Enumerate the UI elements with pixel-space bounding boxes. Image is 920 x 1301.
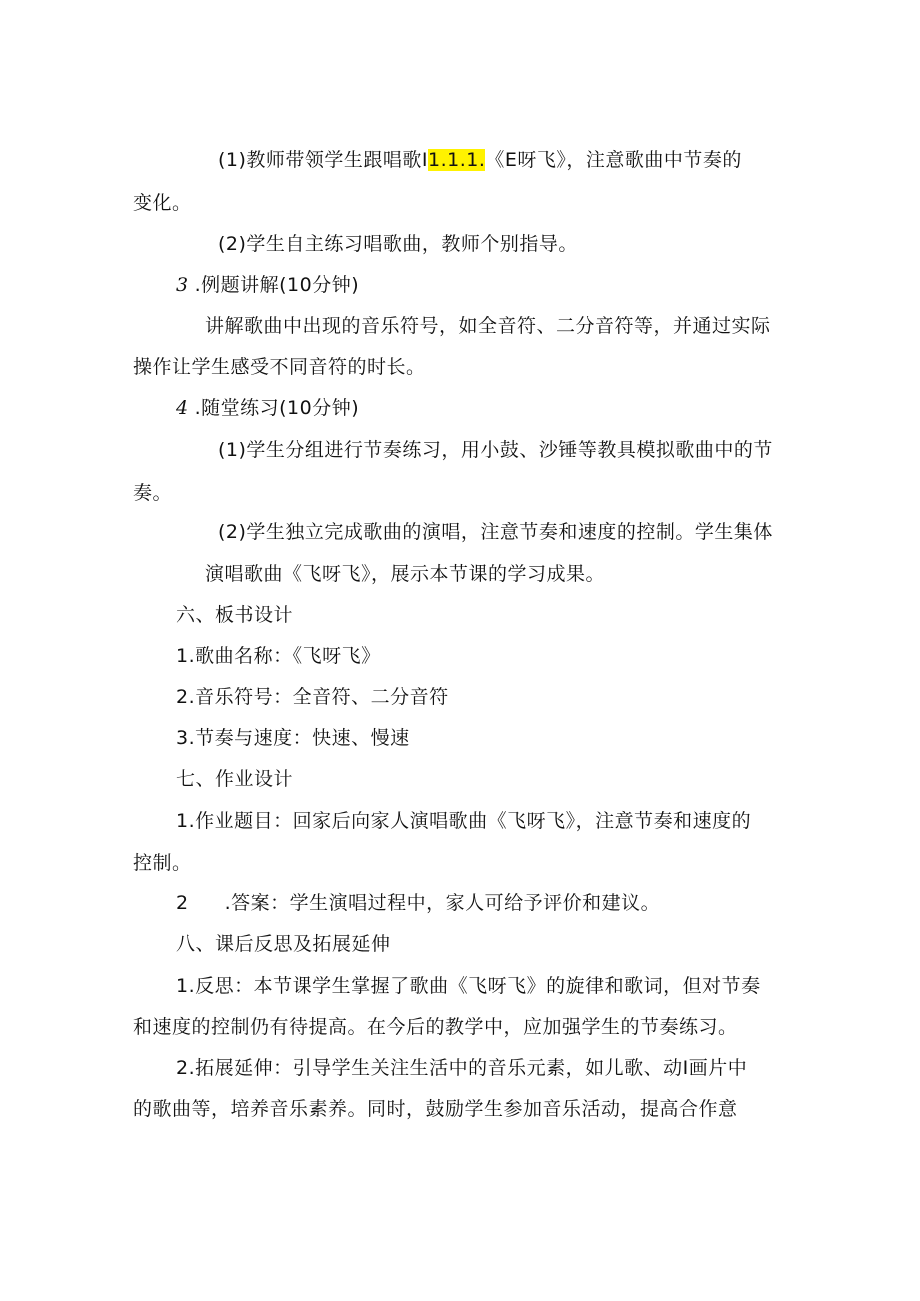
paragraph-line: 讲解歌曲中出现的音乐符号，如全音符、二分音符等，并通过实际: [205, 315, 771, 337]
item-text: .答案：学生演唱过程中，家人可给予评价和建议。: [224, 892, 661, 914]
paragraph-line: (1)学生分组进行节奏练习，用小鼓、沙锤等教具模拟歌曲中的节: [218, 439, 773, 461]
section-heading: 七、作业设计: [176, 768, 294, 790]
paragraph-line: (2)学生独立完成歌曲的演唱，注意节奏和速度的控制。学生集体: [218, 521, 773, 543]
item-title: .例题讲解(10分钟): [194, 274, 360, 296]
paragraph-line: 和速度的控制仍有待提高。在今后的教学中，应加强学生的节奏练习。: [133, 1016, 738, 1038]
paragraph-line: 1.作业题目：回家后向家人演唱歌曲《飞呀飞》，注意节奏和速度的: [176, 810, 752, 832]
text-run: 《E呀飞》，注意歌曲中节奏的: [485, 149, 742, 171]
section-item: [176, 273, 359, 297]
paragraph-line: 奏。: [133, 482, 173, 504]
section-heading: 六、板书设计: [176, 604, 294, 626]
paragraph-line: 的歌曲等，培养音乐素养。同时，鼓励学生参加音乐活动，提高合作意: [133, 1098, 738, 1120]
highlighted-text: 1.1.1.: [428, 149, 486, 171]
text-run: (1)教师带领学生跟唱歌I: [218, 149, 429, 171]
board-item: 3.节奏与速度：快速、慢速: [176, 727, 410, 749]
board-item: 2.音乐符号：全音符、二分音符: [176, 686, 449, 708]
item-number: 4: [176, 397, 189, 419]
paragraph-line: [176, 891, 660, 915]
board-item: 1.歌曲名称：《飞呀飞》: [176, 645, 381, 667]
paragraph-line: 变化。: [133, 192, 192, 214]
paragraph-line: 操作让学生感受不同音符的时长。: [133, 356, 426, 378]
paragraph-line: 1.反思：本节课学生掌握了歌曲《飞呀飞》的旋律和歌词，但对节奏: [176, 975, 761, 997]
paragraph-line: 控制。: [133, 852, 192, 874]
paragraph-line: (2)学生自主练习唱歌曲，教师个别指导。: [218, 233, 578, 255]
item-title: .随堂练习(10分钟): [194, 397, 360, 419]
paragraph-line: [218, 148, 742, 172]
section-item: [176, 396, 359, 420]
paragraph-line: 2.拓展延伸：引导学生关注生活中的音乐元素，如儿歌、动I画片中: [176, 1057, 748, 1079]
section-heading: 八、课后反思及拓展延伸: [176, 933, 391, 955]
paragraph-line: 演唱歌曲《飞呀飞》，展示本节课的学习成果。: [205, 563, 606, 585]
item-number: 3: [176, 274, 189, 296]
item-number: 2: [176, 892, 189, 914]
